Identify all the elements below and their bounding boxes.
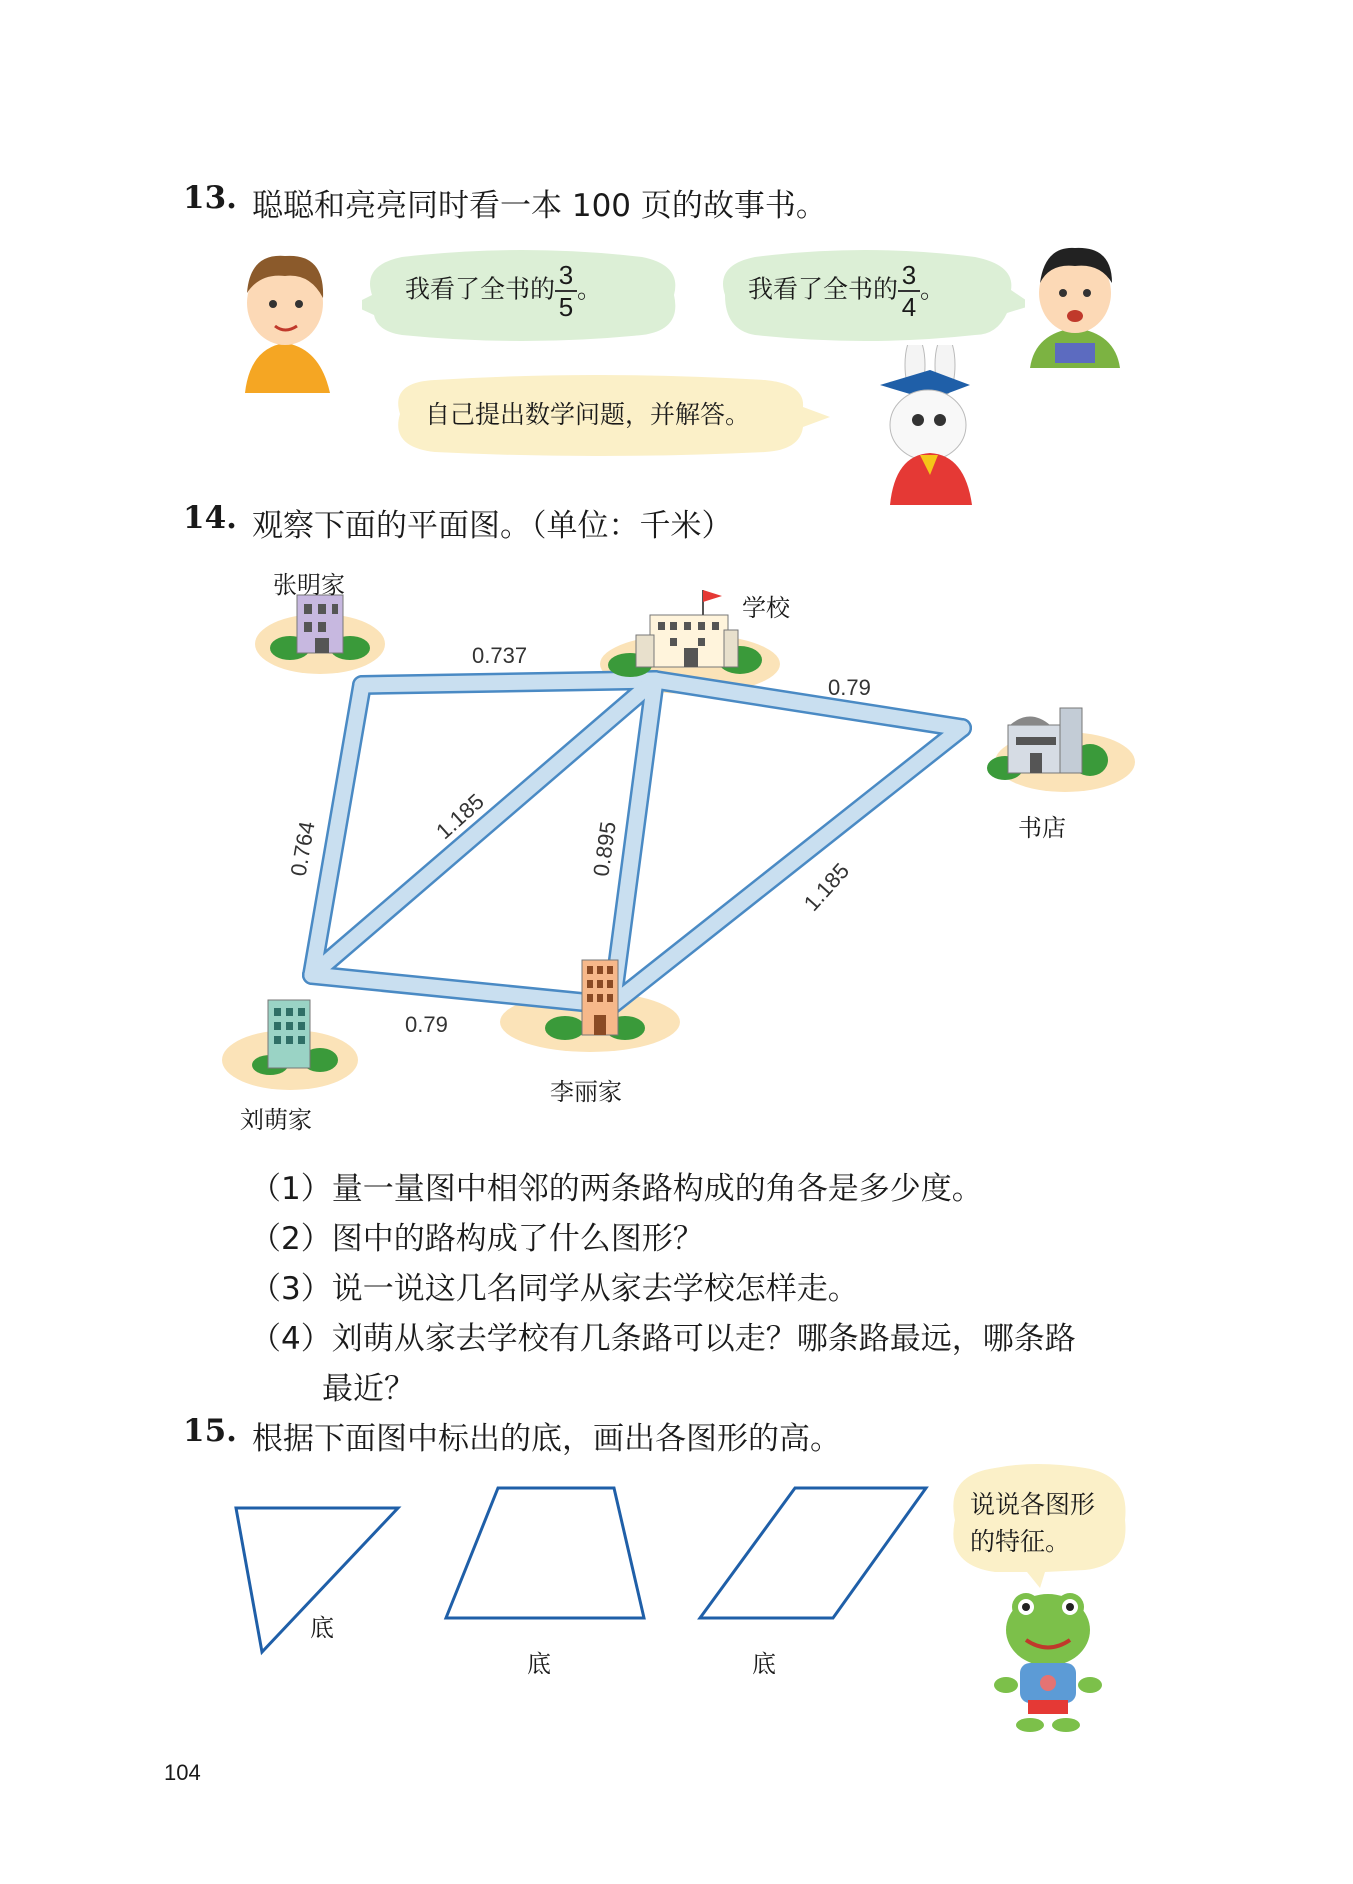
q13-text: 聪聪和亮亮同时看一本 100 页的故事书。 [252, 188, 827, 224]
subquestion-2 [250, 1213, 704, 1258]
trapezoid-shape [446, 1488, 644, 1618]
bubble-left-text [405, 262, 602, 320]
fraction-three-fifths [555, 262, 577, 320]
dist-zhangming-liumeng: 0.764 [285, 819, 320, 878]
boy-liangliang-illustration [1020, 238, 1130, 368]
subquestion-text: 量一量图中相邻的两条路构成的角各是多少度。 [331, 1171, 983, 1207]
subquestion-3 [250, 1263, 859, 1308]
subquestion-number: （1） [250, 1171, 332, 1207]
bubble-rabbit-text: 自己提出数学问题，并解答。 [425, 400, 751, 429]
q14-text: 观察下面的平面图。（单位：千米） [252, 508, 733, 544]
bubble-right-prefix: 我看了全书的 [748, 274, 899, 304]
frog-bubble-line1: 说说各图形 [970, 1490, 1096, 1519]
bubble-left-prefix: 我看了全书的 [405, 274, 556, 304]
fraction-denominator: 4 [901, 292, 917, 322]
page-number: 104 [164, 1760, 201, 1785]
subquestion-number: （2） [250, 1221, 332, 1257]
bubble-right-suffix: 。 [920, 274, 946, 304]
q15-number: 15. [183, 1413, 237, 1449]
subquestion-text: 刘萌从家去学校有几条路可以走？哪条路最远，哪条路 [331, 1321, 1076, 1357]
dist-liumeng-school: 1.185 [431, 788, 489, 845]
subquestion-4-continued: 最近？ [322, 1371, 415, 1407]
label-lili: 李丽家 [550, 1078, 622, 1106]
boy-congcong-illustration [225, 238, 345, 393]
q14-number: 14. [183, 500, 237, 536]
frog-illustration [988, 1585, 1108, 1735]
fraction-denominator: 5 [558, 292, 574, 322]
subquestion-number: （4） [250, 1321, 332, 1357]
trapezoid-base-label: 底 [527, 1650, 551, 1678]
frog-bubble-line2: 的特征。 [970, 1527, 1071, 1556]
dist-lili-school: 0.895 [588, 819, 621, 878]
bubble-right-text [748, 262, 945, 320]
dist-zhangming-school: 0.737 [472, 643, 528, 668]
subquestion-number: （3） [250, 1271, 332, 1307]
bubble-left-suffix: 。 [577, 274, 603, 304]
subquestion-text: 图中的路构成了什么图形？ [331, 1221, 704, 1257]
triangle-base-label: 底 [310, 1614, 334, 1642]
fraction-three-quarters [898, 262, 920, 320]
shapes-diagram [0, 1470, 960, 1670]
school-building-icon [608, 590, 762, 677]
fraction-numerator: 3 [901, 260, 917, 290]
label-bookstore: 书店 [1018, 814, 1066, 842]
label-liumeng: 刘萌家 [240, 1106, 312, 1134]
fraction-numerator: 3 [558, 260, 574, 290]
subquestion-4 [250, 1313, 1076, 1358]
dist-lili-bookstore: 1.185 [798, 858, 855, 916]
q13-number: 13. [183, 180, 237, 216]
dist-liumeng-lili: 0.79 [405, 1012, 448, 1037]
parallelogram-shape [700, 1488, 926, 1618]
subquestion-text: 说一说这几名同学从家去学校怎样走。 [331, 1271, 859, 1307]
q15-text: 根据下面图中标出的底，画出各图形的高。 [252, 1421, 841, 1457]
map-diagram [0, 560, 1353, 1140]
rabbit-graduate-illustration [860, 345, 1000, 505]
subquestion-1 [250, 1163, 983, 1208]
label-zhangming: 张明家 [273, 571, 345, 599]
parallelogram-base-label: 底 [752, 1650, 776, 1678]
dist-school-bookstore: 0.79 [828, 675, 871, 700]
label-school: 学校 [742, 594, 790, 622]
